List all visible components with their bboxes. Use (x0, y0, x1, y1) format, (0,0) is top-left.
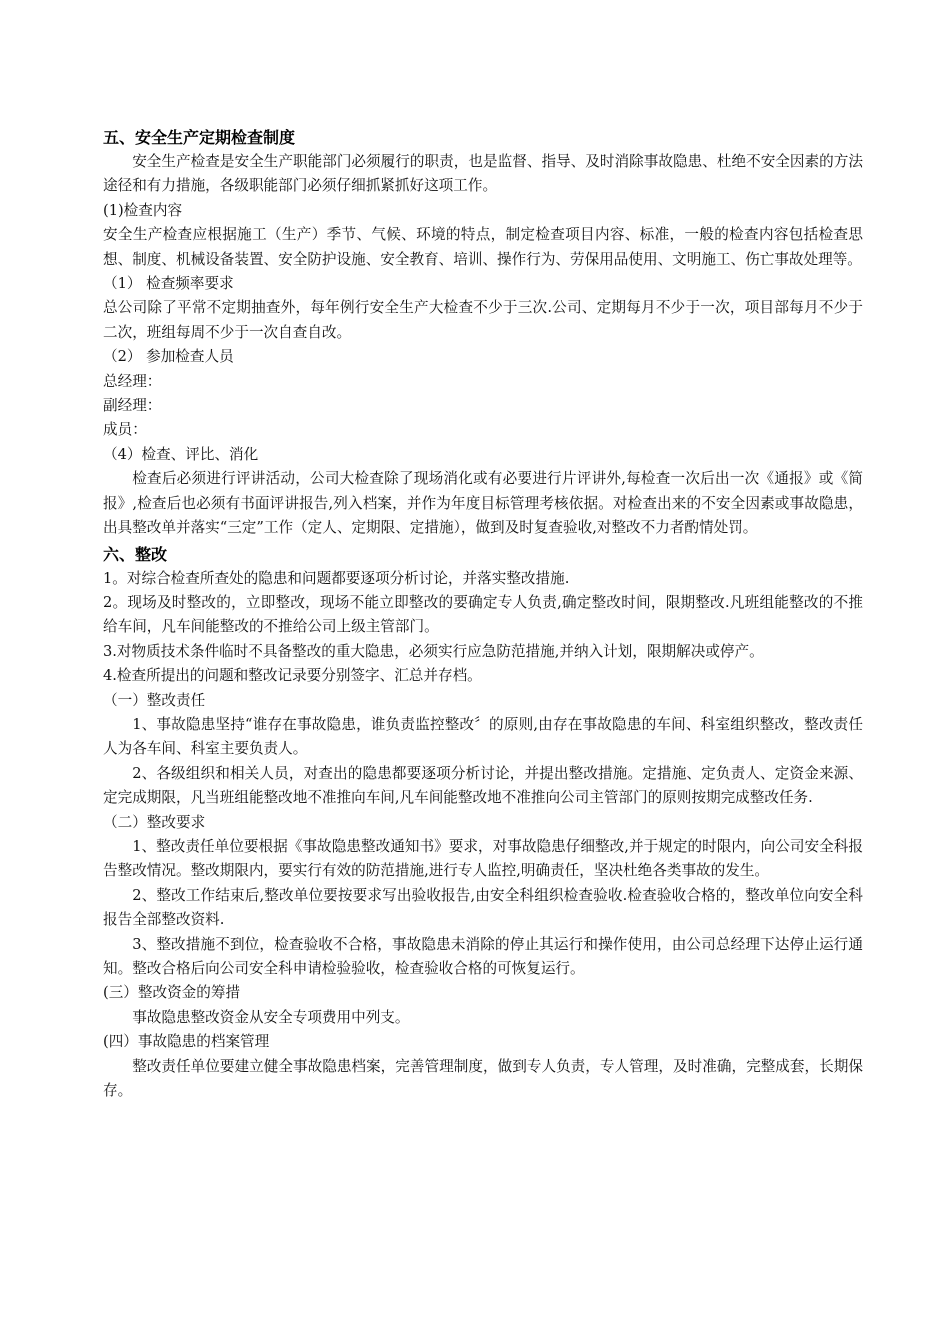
check-review-text: 检查后必须进行评讲活动，公司大检查除了现场消化或有必要进行片评讲外,每检查一次后出一次《通报》或《简报》,检查后也必须有书面评讲报告,列入档案，并作为年度目标管理考核依据。对检查出来的不安全因素或事故隐患，出具整改单并落实“三定”工作（定人、定期限、定措施），做到及时复查验收,对整改不力者酌情处罚。 (103, 470, 863, 537)
check-frequency-text: 总公司除了平常不定期抽查外，每年例行安全生产大检查不少于三次.公司、定期每月不少于一次，项目部每月不少于二次，班组每周不少于一次自查自改。 (103, 299, 863, 341)
funding-text: 事故隐患整改资金从安全专项费用中列支。 (132, 1008, 410, 1026)
requirement-1: 1、整改责任单位要根据《事故隐患整改通知书》要求，对事故隐患仔细整改,并于规定的时限内，向公司安全科报告整改情况。整改期限内，要实行有效的防范措施,进行专人监控,明确责任，坚决杜绝各类事故的发生。 (103, 837, 863, 880)
section-5-intro: 安全生产检查是安全生产职能部门必须履行的职责，也是监督、指导、及时消除事故隐患、杜绝不安全因素的方法途径和有力措施，各级职能部门必须仔细抓紧抓好这项工作。 (103, 153, 863, 195)
rectify-item-3: 3.对物质技术条件临时不具备整改的重大隐患，必须实行应急防范措施,并纳入计划，限期解决或停产。 (103, 642, 764, 660)
funding-heading: (三）整改资金的筹措 (103, 984, 241, 1002)
check-content-heading: (1)检查内容 (103, 201, 183, 219)
requirement-2: 2、整改工作结束后,整改单位要按要求写出验收报告,由安全科组织检查验收.检查验收合格的，整改单位向安全科报告全部整改资料. (103, 886, 863, 929)
rectify-item-4: 4.检查所提出的问题和整改记录要分别签字、汇总并存档。 (103, 667, 482, 685)
archive-text: 整改责任单位要建立健全事故隐患档案，完善管理制度，做到专人负责，专人管理，及时准确，完整成套，长期保存。 (103, 1057, 863, 1100)
staff-members: 成员： (103, 421, 147, 439)
document-page (103, 126, 863, 1103)
check-content-text: 安全生产检查应根据施工（生产）季节、气候、环境的特点，制定检查项目内容、标准，一般的检查内容包括检查思想、制度、机械设备装置、安全防护设施、安全教育、培训、操作行为、劳保用品使用、文明施工、伤亡事故处理等。 (103, 226, 863, 268)
responsibility-2: 2、各级组织和相关人员，对查出的隐患都要逐项分析讨论，并提出整改措施。定措施、定负责人、定资金来源、定完成期限，凡当班组能整改地不准推向车间,凡车间能整改地不准推向公司主管部门的原则按期完成整改任务. (103, 764, 863, 807)
requirement-3: 3、整改措施不到位，检查验收不合格，事故隐患未消除的停止其运行和操作使用，由公司总经理下达停止运行通知。整改合格后向公司安全科申请检验验收，检查验收合格的可恢复运行。 (103, 935, 863, 977)
staff-general-manager: 总经理： (103, 372, 162, 390)
check-frequency-heading: （1） 检查频率要求 (103, 275, 234, 293)
check-staff-heading: （2） 参加检查人员 (103, 348, 234, 366)
section-5-title: 五、安全生产定期检查制度 (103, 128, 296, 147)
archive-heading: (四）事故隐患的档案管理 (103, 1033, 270, 1051)
section-6-title: 六、整改 (103, 544, 168, 564)
check-review-heading: （4）检查、评比、消化 (103, 445, 259, 463)
staff-deputy-manager: 副经理： (103, 397, 162, 415)
rectify-item-1: 1。对综合检查所查处的隐患和问题都要逐项分析讨论，并落实整改措施. (103, 569, 570, 587)
responsibility-1: 1、事故隐患坚持“谁存在事故隐患，谁负责监控整改〞的原则,由存在事故隐患的车间、科室组织整改，整改责任人为各车间、科室主要负责人。 (103, 715, 863, 758)
responsibility-heading: （一）整改责任 (103, 691, 206, 709)
requirements-heading: （二）整改要求 (103, 813, 206, 831)
rectify-item-2: 2。现场及时整改的，立即整改，现场不能立即整改的要确定专人负责,确定整改时间，限期整改.凡班组能整改的不推给车间，凡车间能整改的不推给公司上级主管部门。 (103, 593, 863, 636)
